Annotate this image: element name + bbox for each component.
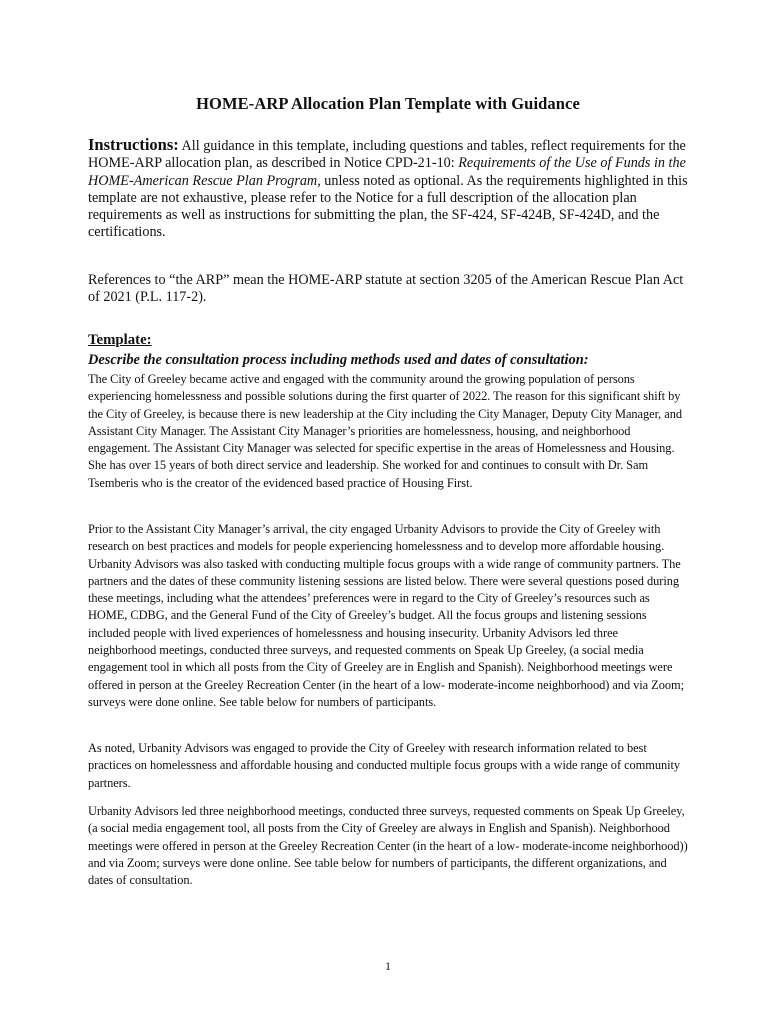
page-number: 1 bbox=[385, 959, 391, 973]
body-paragraph-3: As noted, Urbanity Advisors was engaged to provide the City of Greeley with research information related to best practices on homelessness and affordable housing and conducted multiple focus groups with a wide range of community partners. bbox=[88, 741, 681, 790]
consultation-question: Describe the consultation process including methods used and dates of consultation: bbox=[88, 352, 589, 368]
page-title: HOME-ARP Allocation Plan Template with Guidance bbox=[196, 94, 580, 113]
body-paragraph-1: The City of Greeley became active and engaged with the community around the growing population of persons experiencing homelessness and possible solutions during the first quarter of 2022. The reason for this significant shift by the City of Greeley, is because there is new leadership at the City including the City Manager, Deputy City Manager, and Assistant City Manager. The Assistant City Manager’s priorities are homelessness, housing, and neighborhood engagement. The Assistant City Manager was selected for specific expertise in the areas of Homelessness and Housing. She has over 15 years of both direct service and leadership. She worked for and continues to consult with Dr. Sam Tsemberis who is the creator of the evidenced based practice of Housing First. bbox=[88, 372, 683, 490]
body-paragraph-4: Urbanity Advisors led three neighborhood meetings, conducted three surveys, requested comments on Speak Up Greeley, (a social media engagement tool, all posts from the City of Greeley are always in English and Spanish). Neighborhood meetings were offered in person at the Greeley Recreation Center (in the heart of a low- moderate-income neighborhood)) and via Zoom; surveys were done online. See table below for numbers of participants, the different organizations, and dates of consultation. bbox=[88, 804, 688, 888]
notice-title: Requirements of the Use of Funds in the HOME-American Rescue Plan Program bbox=[88, 155, 686, 189]
body-paragraph-2: Prior to the Assistant City Manager’s arrival, the city engaged Urbanity Advisors to provide the City of Greeley with research on best practices and models for people experiencing homelessness and to develop more affordable housing. Urbanity Advisors was also tasked with conducting multiple focus groups with a wide range of community partners. The partners and the dates of these community listening sessions are listed below. There were several questions posed during these meetings, including what the attendees’ preferences were in regard to the City of Greeley’s resources such as HOME, CDBG, and the General Fund of the City of Greeley’s budget. All the focus groups and listening sessions included people with lived experiences of homelessness and housing insecurity. Urbanity Advisors led three neighborhood meetings, conducted three surveys, and requested comments on Speak Up Greeley, (a social media engagement tool in which all posts from the City of Greeley are in English and Spanish). Neighborhood meetings were offered in person at the Greeley Recreation Center (in the heart of a low- moderate-income neighborhood) and via Zoom; surveys were done online. See table below for numbers of participants. bbox=[88, 522, 684, 709]
instructions-text-2: , unless noted as optional. As the requirements highlighted in this template are not exhaustive, please refer to the Notice for a full description of the allocation plan requirements as well as instructions for submitting the plan, the SF-424, SF-424B, SF-424D, and the certifications. bbox=[88, 172, 688, 241]
instructions-paragraph bbox=[88, 136, 688, 242]
template-heading: Template: bbox=[88, 332, 152, 348]
instructions-text-1: All guidance in this template, including questions and tables, reflect requirements for the HOME-ARP allocation plan, as described in Notice CPD-21-10: bbox=[88, 138, 686, 172]
instructions-label: Instructions: bbox=[88, 135, 179, 154]
references-paragraph: References to “the ARP” mean the HOME-ARP statute at section 3205 of the American Rescue Plan Act of 2021 (P.L. 117-2). bbox=[88, 272, 684, 306]
